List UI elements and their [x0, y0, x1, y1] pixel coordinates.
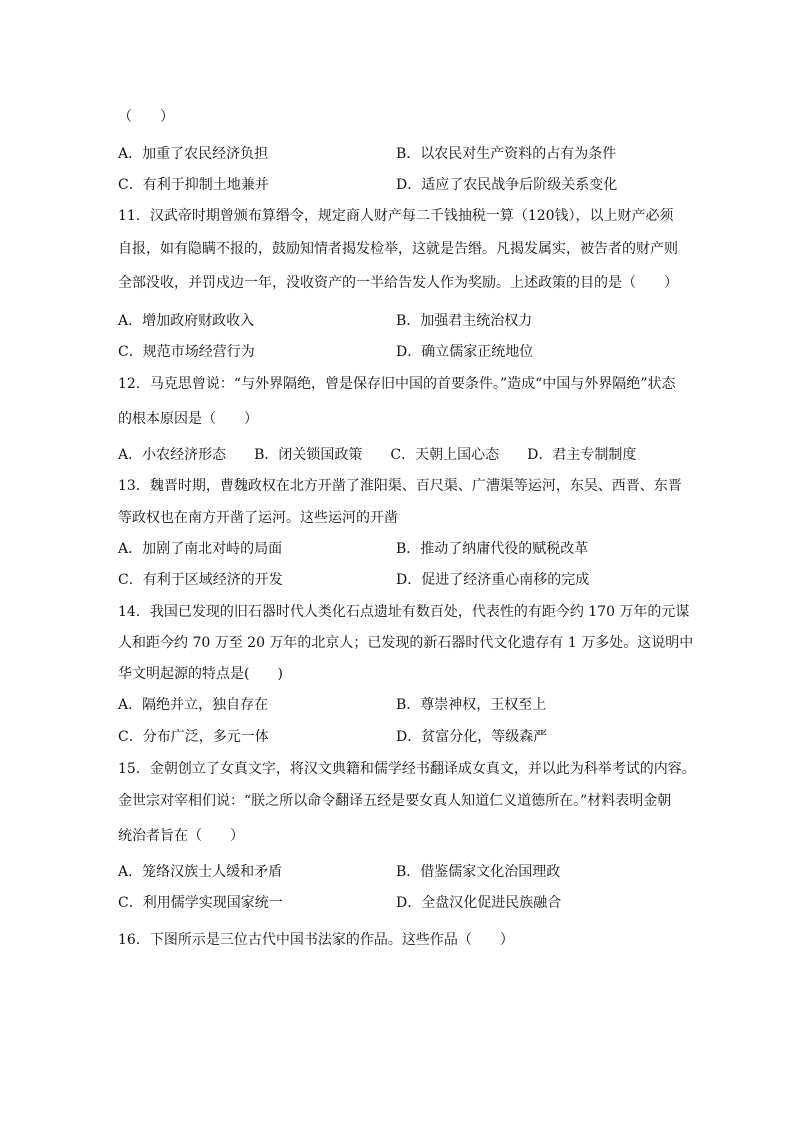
q15-stem-line-3: 统治者旨在（ ） — [118, 828, 244, 844]
q11-stem-line-1: 11．汉武帝时期曾颁布算缗令，规定商人财产每二千钱抽税一算（120钱），以上财产必须 — [118, 208, 674, 224]
q12-stem-line-1: 12．马克思曾说：“与外界隔绝，曾是保存旧中国的首要条件。”造成“中国与外界隔绝”状态 — [118, 376, 676, 392]
q11-option-a: A．增加政府财政收入 — [118, 313, 255, 329]
q14-option-d: D．贫富分化，等级森严 — [396, 729, 548, 745]
q13-option-b: B．推动了纳庸代役的赋税改革 — [396, 541, 589, 557]
q10-option-b: B．以农民对生产资料的占有为条件 — [396, 146, 617, 162]
q11-option-b: B．加强君主统治权力 — [396, 313, 533, 329]
q13-stem-line-2: 等政权也在南方开凿了运河。这些运河的开凿 — [118, 510, 398, 526]
q14-stem-line-1: 14．我国已发现的旧石器时代人类化石点遗址有数百处，代表性的有距今约 170 万年的元谋 — [118, 604, 690, 620]
q15-option-d: D．全盘汉化促进民族融合 — [396, 895, 562, 911]
q10-option-c: C．有利于抑制土地兼并 — [118, 177, 269, 193]
q14-option-a: A．隔绝并立，独自存在 — [118, 697, 269, 713]
q12-stem-line-2: 的根本原因是（ ） — [118, 411, 258, 427]
q15-option-c: C．利用儒学实现国家统一 — [118, 895, 283, 911]
q11-option-d: D．确立儒家正统地位 — [396, 344, 534, 360]
q11-stem-line-3: 全部没收，并罚戍边一年，没收资产的一半给告发人作为奖励。上述政策的目的是（ ） — [118, 275, 678, 291]
q11-stem-line-2: 自报，如有隐瞒不报的，鼓励知情者揭发检举，这就是告缗。凡揭发属实，被告者的财产则 — [118, 241, 678, 257]
q16-stem-line-1: 16．下图所示是三位古代中国书法家的作品。这些作品（ ） — [118, 932, 514, 948]
q10-option-a: A．加重了农民经济负担 — [118, 146, 269, 162]
q13-option-c: C．有利于区域经济的开发 — [118, 572, 283, 588]
q10-option-d: D．适应了农民战争后阶级关系变化 — [396, 177, 618, 193]
q14-stem-line-3: 华文明起源的特点是( ) — [118, 666, 283, 682]
q13-option-a: A．加剧了南北对峙的局面 — [118, 541, 283, 557]
q13-stem-line-1: 13．魏晋时期，曹魏政权在北方开凿了淮阳渠、百尺渠、广漕渠等运河，东吴、西晋、东晋 — [118, 478, 682, 494]
q14-option-b: B．尊崇神权，王权至上 — [396, 697, 547, 713]
q14-stem-line-2: 人和距今约 70 万至 20 万年的北京人；已发现的新石器时代文化遗存有 1 万多处。这说明中 — [118, 635, 694, 651]
q15-stem-line-2: 金世宗对宰相们说：“朕之所以命令翻译五经是要女真人知道仁义道德所在。”材料表明金朝 — [118, 793, 672, 809]
q15-stem-line-1: 15．金朝创立了女真文字，将汉文典籍和儒学经书翻译成女真文，并以此为科举考试的内容。 — [118, 761, 696, 777]
q15-option-a: A．笼络汉族士人缓和矛盾 — [118, 864, 283, 880]
q13-option-d: D．促进了经济重心南移的完成 — [396, 572, 590, 588]
q12-options: A．小农经济形态 B．闭关锁国政策 C．天朝上国心态 D．君主专制制度 — [118, 447, 637, 463]
q11-option-c: C．规范市场经营行为 — [118, 344, 255, 360]
q14-option-c: C．分布广泛，多元一体 — [118, 729, 269, 745]
q15-option-b: B．借鉴儒家文化治国理政 — [396, 864, 561, 880]
q10-paren: （ ） — [118, 109, 174, 125]
